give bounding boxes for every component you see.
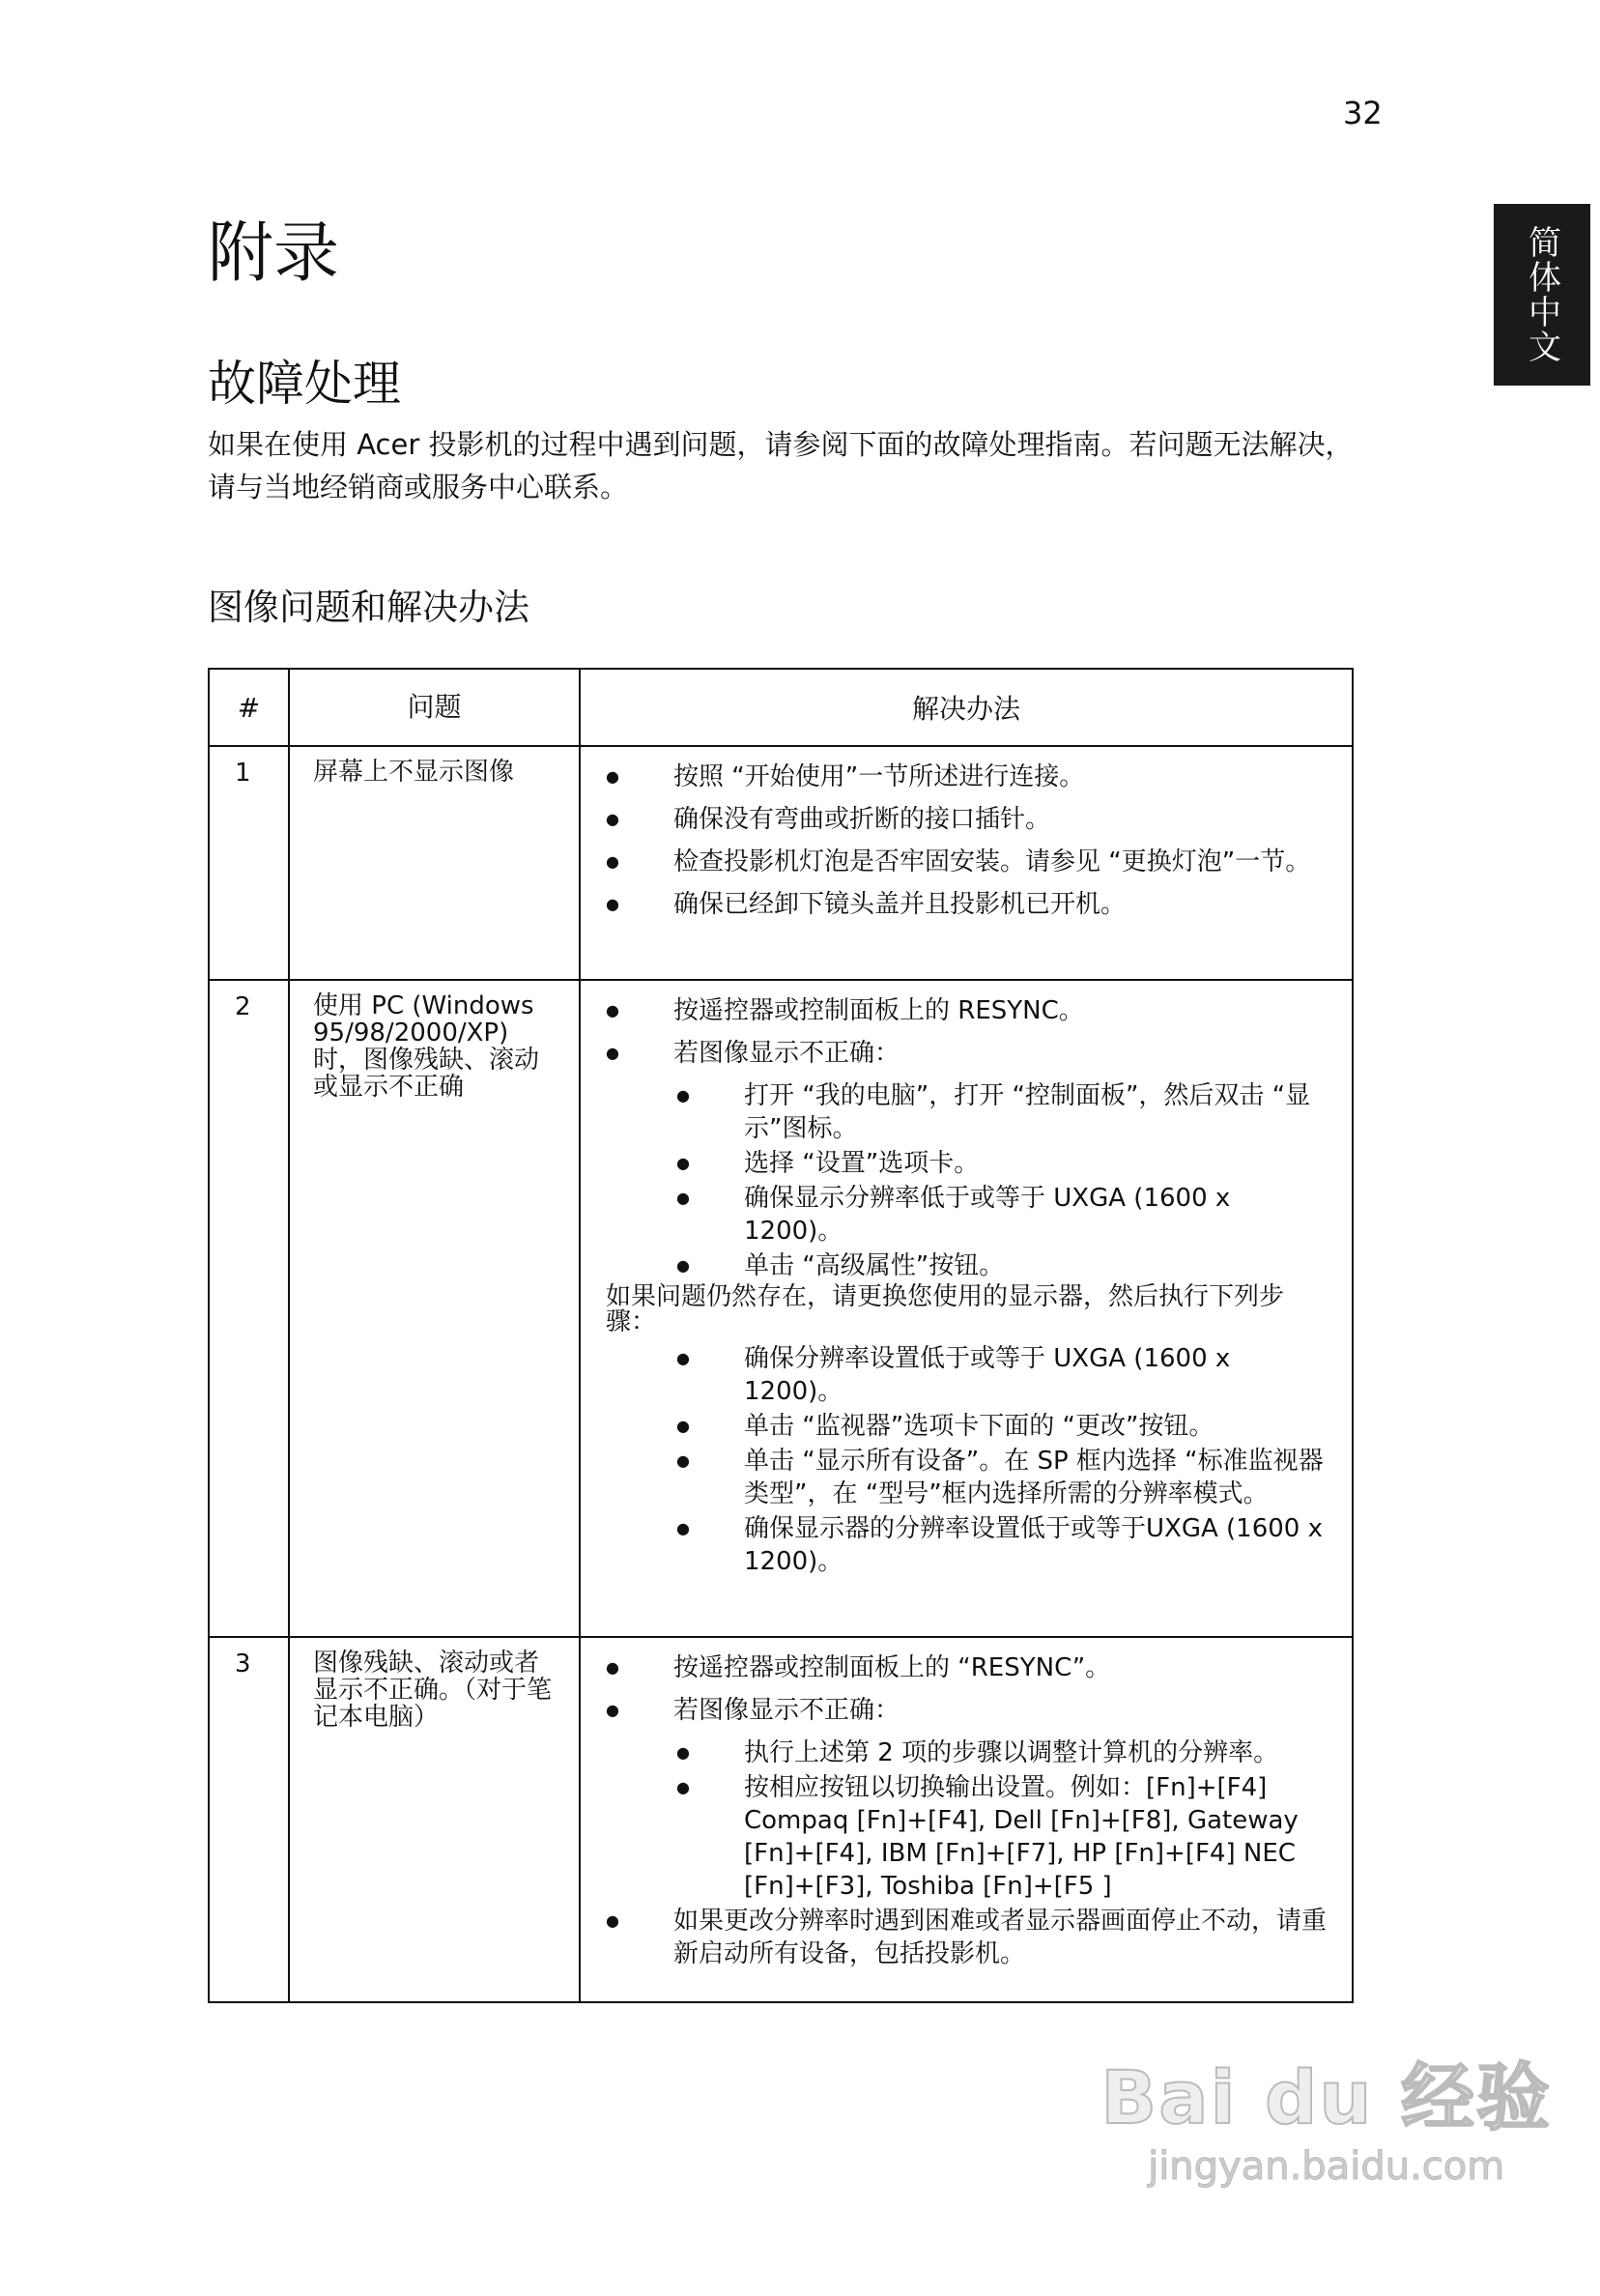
- table-row: [209, 980, 1353, 1637]
- row-number: 2: [209, 980, 289, 1637]
- language-tab: 简体中文: [1494, 204, 1590, 386]
- sub-bullet-item: ● 确保显示分辨率低于或等于 UXGA (1600 x 1200)。: [606, 1182, 1332, 1248]
- sub-bullet-item: ● 选择 “设置”选项卡。: [606, 1147, 1332, 1180]
- section-title: 故障处理: [208, 356, 401, 412]
- table-row: [209, 1637, 1353, 2002]
- watermark-logo: Bai du 经验: [1100, 2054, 1552, 2140]
- bullet-item: ● 若图像显示不正确：: [606, 1037, 1332, 1070]
- watermark-url: jingyan.baidu.com: [1148, 2144, 1505, 2189]
- solution-cell: [580, 980, 1353, 1637]
- bullet-item: ● 按遥控器或控制面板上的 “RESYNC”。: [606, 1651, 1332, 1684]
- intro-paragraph: 如果在使用 Acer 投影机的过程中遇到问题，请参阅下面的故障处理指南。若问题无法解决，请与当地经销商或服务中心联系。: [208, 428, 1354, 503]
- sub-bullet-item: ● 确保分辨率设置低于或等于 UXGA (1600 x 1200)。: [606, 1342, 1332, 1408]
- subsection-title: 图像问题和解决办法: [208, 587, 529, 628]
- solution-note: 如果问题仍然存在，请更换您使用的显示器，然后执行下列步骤：: [606, 1282, 1285, 1336]
- problem-cell: 图像残缺、滚动或者显示不正确。（对于笔记本电脑）: [289, 1637, 580, 2002]
- bullet-item: ● 如果更改分辨率时遇到困难或者显示器画面停止不动，请重新启动所有设备，包括投影机。: [606, 1905, 1332, 1970]
- sub-bullet-item: ● 单击 “高级属性”按钮。: [606, 1249, 1332, 1282]
- bullet-item: ● 检查投影机灯泡是否牢固安装。请参见 “更换灯泡”一节。: [606, 846, 1332, 878]
- sub-bullet-item: ● 单击 “显示所有设备”。在 SP 框内选择 “标准监视器类型”，在 “型号”框内选择所需的分辨率模式。: [606, 1445, 1332, 1510]
- bullet-item: ● 确保没有弯曲或折断的接口插针。: [606, 803, 1332, 836]
- sub-bullet-item: ● 单击 “监视器”选项卡下面的 “更改”按钮。: [606, 1410, 1332, 1443]
- baidu-watermark: [1100, 2039, 1552, 2189]
- page-number: 32: [1343, 95, 1383, 131]
- header-num: #: [209, 669, 289, 746]
- sub-bullet-item: ● 执行上述第 2 项的步骤以调整计算机的分辨率。: [606, 1736, 1332, 1769]
- problem-cell: 使用 PC (Windows 95/98/2000/XP) 时，图像残缺、滚动或显示不正确: [289, 980, 580, 1637]
- header-solution: 解决办法: [580, 669, 1353, 746]
- header-problem: 问题: [289, 669, 580, 746]
- bullet-item: ● 按遥控器或控制面板上的 RESYNC。: [606, 994, 1332, 1027]
- sub-bullet-item: ● 按相应按钮以切换输出设置。例如：[Fn]+[F4] Compaq [Fn]+[F4], Dell [Fn]+[F8], Gateway [Fn]+[F4], IBM [Fn]+[F7], HP [Fn]+[F4] NEC [Fn]+[F3], Toshiba [Fn]+[F5 ]: [606, 1771, 1332, 1903]
- bullet-item: ● 确保已经卸下镜头盖并且投影机已开机。: [606, 888, 1332, 921]
- troubleshooting-table: [208, 668, 1354, 2003]
- sub-bullet-item: ● 打开 “我的电脑”，打开 “控制面板”，然后双击 “显示”图标。: [606, 1079, 1332, 1145]
- solution-cell: [580, 746, 1353, 980]
- sub-bullet-item: ● 确保显示器的分辨率设置低于或等于UXGA (1600 x 1200)。: [606, 1512, 1332, 1578]
- problem-cell: 屏幕上不显示图像: [289, 746, 580, 980]
- row-number: 3: [209, 1637, 289, 2002]
- page-title: 附录: [208, 215, 340, 292]
- bullet-item: ● 若图像显示不正确：: [606, 1694, 1332, 1727]
- solution-cell: [580, 1637, 1353, 2002]
- table-row: [209, 746, 1353, 980]
- bullet-item: ● 按照 “开始使用”一节所述进行连接。: [606, 761, 1332, 793]
- row-number: 1: [209, 746, 289, 980]
